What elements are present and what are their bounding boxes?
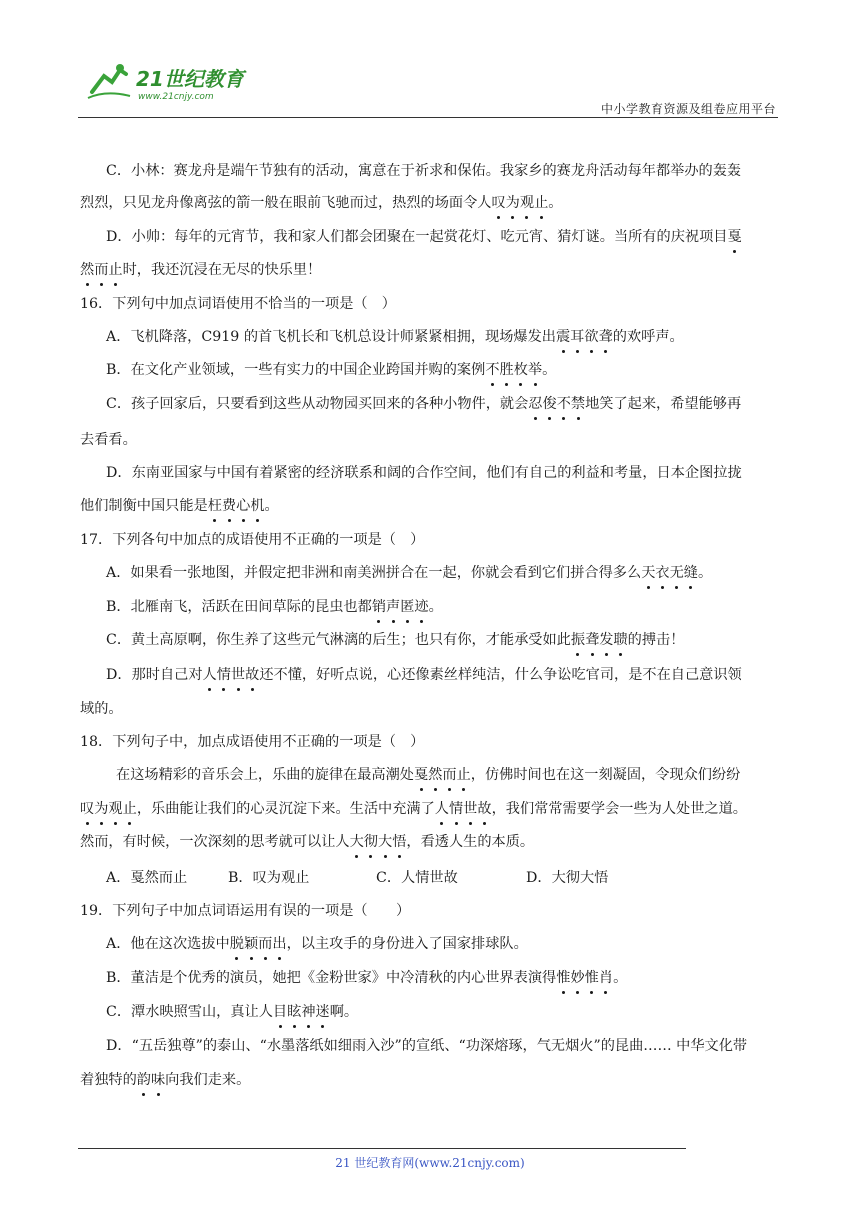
dotted-char: 聋 xyxy=(598,329,613,345)
dotted-char: 眩 xyxy=(287,1004,302,1020)
dotted-char: 彻 xyxy=(363,834,378,850)
q18-option-d: D．大彻大悟 xyxy=(526,870,609,886)
dotted-char: 费 xyxy=(221,498,237,514)
dotted-char: 大 xyxy=(377,834,393,850)
dotted-word xyxy=(727,229,741,245)
dotted-char: 而 xyxy=(442,767,457,783)
dotted-char: 惟 xyxy=(584,970,599,986)
dotted-word xyxy=(485,362,542,378)
q16-option-b: B．在文化产业领域，一些有实力的中国企业跨国并购的案例不胜枚举。 xyxy=(106,362,557,378)
dotted-char: 聩 xyxy=(613,632,628,648)
dotted-char: 观 xyxy=(519,195,535,211)
header-divider xyxy=(78,117,778,118)
dotted-word xyxy=(556,329,613,345)
q19-option-d-line1: D．“五岳独尊”的泰山、“水墨落纸如细雨入沙”的宣纸、“功深熔琢，气无烟火”的昆曲…… 中华文化带 xyxy=(106,1038,748,1054)
dotted-word xyxy=(80,262,123,278)
dotted-word xyxy=(273,1004,330,1020)
dotted-char: 为 xyxy=(505,195,520,211)
dotted-char: 迷 xyxy=(315,1004,330,1020)
dotted-char: 人 xyxy=(202,667,217,683)
dotted-char: 韵 xyxy=(136,1072,151,1088)
dotted-word xyxy=(203,667,260,683)
dotted-char: 戛 xyxy=(413,767,429,783)
dotted-word xyxy=(372,599,429,615)
question-17-title: 17．下列各句中加点的成语使用不正确的一项是（ ） xyxy=(80,532,425,548)
q17-option-d-line2: 域的。 xyxy=(80,701,123,717)
dotted-char: 观 xyxy=(108,801,123,817)
dotted-word xyxy=(350,834,407,850)
dotted-char: 耳 xyxy=(570,329,585,345)
dotted-word xyxy=(414,767,471,783)
platform-name: 中小学教育资源及组卷应用平台 xyxy=(600,102,776,116)
dotted-char: 不 xyxy=(485,362,500,378)
dotted-word xyxy=(556,970,613,986)
dotted-char: 故 xyxy=(477,801,492,817)
dotted-char: 衣 xyxy=(655,565,670,581)
dotted-char: 无 xyxy=(669,565,684,581)
dotted-char: 俊 xyxy=(542,396,557,412)
site-logo xyxy=(86,62,256,102)
q17-option-c: C．黄土高原啊，你生养了这些元气淋漓的后生；也只有你，才能承受如此振聋发聩的搏击！ xyxy=(106,632,685,648)
q18-option-a: A．戛然而止 xyxy=(106,870,188,886)
dotted-char: 销 xyxy=(371,599,387,615)
dotted-char: 机 xyxy=(250,498,265,514)
dotted-char: 情 xyxy=(448,801,464,817)
dotted-char: 大 xyxy=(349,834,364,850)
dotted-char: 心 xyxy=(236,498,251,514)
dotted-char: 欲 xyxy=(584,329,599,345)
dotted-char: 止 xyxy=(108,262,123,278)
dotted-char: 聋 xyxy=(585,632,600,648)
dotted-char: 天 xyxy=(641,565,656,581)
q15-option-c-line2: 烈烈，只见龙舟像离弦的箭一般在眼前飞驰而过，热烈的场面令人叹为观止。 xyxy=(80,195,563,211)
dotted-char: 人 xyxy=(434,801,449,817)
dotted-char: 震 xyxy=(555,329,571,345)
q18-option-c: C．人情世故 xyxy=(376,870,458,886)
question-18-title: 18．下列句子中，加点成语使用不正确的一项是（ ） xyxy=(80,734,425,750)
dotted-char: 发 xyxy=(599,632,614,648)
dotted-word xyxy=(528,396,585,412)
logo-url: www.21cnjy.com xyxy=(138,92,214,102)
dotted-char: 颖 xyxy=(243,936,259,952)
dotted-char: 迹 xyxy=(414,599,429,615)
dotted-char: 振 xyxy=(570,632,586,648)
q18-option-b: B．叹为观止 xyxy=(228,870,310,886)
dotted-char: 止 xyxy=(456,767,471,783)
dotted-word xyxy=(491,195,548,211)
q15-option-c-line1: C．小林：赛龙舟是端午节独有的活动，寓意在于祈求和保佑。我家乡的赛龙舟活动每年都举办的轰轰 xyxy=(106,163,742,179)
dotted-word xyxy=(571,632,628,648)
q18-passage-line3: 然而，有时候，一次深刻的思考就可以让人大彻大悟，看透人生的本质。 xyxy=(80,834,535,850)
q18-passage-line2: 叹为观止，乐曲能让我们的心灵沉淀下来。生活中充满了人情世故，我们常常需要学会一些为人处世之道。 xyxy=(80,801,747,817)
dotted-char: 声 xyxy=(386,599,401,615)
question-19-title: 19．下列句子中加点词语运用有误的一项是（ ） xyxy=(80,903,411,919)
q17-option-b: B．北雁南飞，活跃在田间草际的昆虫也都销声匿迹。 xyxy=(106,599,443,615)
dotted-char: 匿 xyxy=(400,599,415,615)
dotted-char: 戛 xyxy=(727,229,742,245)
dotted-char: 为 xyxy=(94,801,109,817)
dotted-char: 然 xyxy=(80,262,95,278)
q18-options xyxy=(106,868,608,888)
q17-option-d-line1: D．那时自己对人情世故还不懂，好听点说，心还像素丝样纯洁，什么争讼吃官司，是不在自己意识领 xyxy=(106,667,742,683)
q16-option-c-line1: C．孩子回家后，只要看到这些从动物园买回来的各种小物件，就会忍俊不禁地笑了起来，希望能够再 xyxy=(106,396,742,412)
dotted-char: 禁 xyxy=(570,396,586,412)
dotted-word xyxy=(435,801,492,817)
dotted-char: 忍 xyxy=(528,396,543,412)
dotted-char: 味 xyxy=(150,1072,166,1088)
footer-divider xyxy=(78,1148,686,1149)
dotted-char: 然 xyxy=(428,767,443,783)
logo-text: 21世纪教育 xyxy=(136,67,244,91)
dotted-char: 不 xyxy=(556,396,571,412)
q16-option-d-line1: D．东南亚国家与中国有着紧密的经济联系和阔的合作空间，他们有自己的利益和考量，日本企图拉拢 xyxy=(106,465,742,481)
dotted-char: 胜 xyxy=(499,362,514,378)
dotted-word xyxy=(208,498,265,514)
dotted-char: 止 xyxy=(534,195,549,211)
dotted-char: 缝 xyxy=(683,565,698,581)
dotted-char: 枚 xyxy=(513,362,528,378)
dotted-char: 而 xyxy=(94,262,109,278)
dotted-char: 悟 xyxy=(392,834,407,850)
dotted-char: 世 xyxy=(230,667,246,683)
dotted-word xyxy=(80,801,137,817)
dotted-char: 情 xyxy=(216,667,231,683)
dotted-char: 神 xyxy=(301,1004,316,1020)
dotted-char: 叹 xyxy=(491,195,506,211)
q19-option-b: B．董洁是个优秀的演员，她把《金粉世家》中冷清秋的内心世界表演得惟妙惟肖。 xyxy=(106,970,628,986)
dotted-char: 世 xyxy=(463,801,478,817)
question-16-title: 16．下列句中加点词语使用不恰当的一项是（ ） xyxy=(80,296,396,312)
q18-passage-line1: 在这场精彩的音乐会上，乐曲的旋律在最高潮处戛然而止，仿佛时间也在这一刻凝固，令现众们纷纷 xyxy=(116,767,741,783)
dotted-char: 肖 xyxy=(598,970,614,986)
dotted-char: 脱 xyxy=(229,936,244,952)
q16-option-c-line2: 去看看。 xyxy=(80,432,137,448)
dotted-char: 叹 xyxy=(80,801,95,817)
page-header xyxy=(78,48,778,118)
q19-option-c: C．潭水映照雪山，真让人目眩神迷啊。 xyxy=(106,1004,359,1020)
q17-option-a: A．如果看一张地图，并假定把非洲和南美洲拼合在一起，你就会看到它们拼合得多么天衣无缝。 xyxy=(106,565,713,581)
dotted-char: 妙 xyxy=(570,970,585,986)
dotted-char: 故 xyxy=(245,667,260,683)
dotted-word xyxy=(137,1072,165,1088)
dotted-word xyxy=(641,565,698,581)
q19-option-d-line2: 着独特的韵味向我们走来。 xyxy=(80,1072,251,1088)
dotted-word xyxy=(230,936,287,952)
q16-option-d-line2: 他们制衡中国只能是枉费心机。 xyxy=(80,498,279,514)
dotted-char: 出 xyxy=(272,936,287,952)
q19-option-a: A．他在这次选拔中脱颖而出，以主攻手的身份进入了国家排球队。 xyxy=(106,936,528,952)
q15-option-d-line2: 然而止时，我还沉浸在无尽的快乐里！ xyxy=(80,262,322,278)
dotted-char: 而 xyxy=(258,936,273,952)
dotted-char: 惟 xyxy=(556,970,571,986)
dotted-char: 目 xyxy=(272,1004,288,1020)
footer-source: 21 世纪教育网(www.21cnjy.com) xyxy=(335,1156,525,1170)
q15-option-d-line1: D．小帅：每年的元宵节，我和家人们都会团聚在一起赏花灯、吃元宵、猜灯谜。当所有的庆祝项目戛 xyxy=(106,229,742,245)
dotted-char: 举 xyxy=(527,362,543,378)
dotted-char: 止 xyxy=(122,801,137,817)
q16-option-a: A．飞机降落，C919 的首飞机长和飞机总设计师紧紧相拥，现场爆发出震耳欲聋的欢呼声。 xyxy=(106,329,684,345)
dotted-char: 枉 xyxy=(207,498,222,514)
